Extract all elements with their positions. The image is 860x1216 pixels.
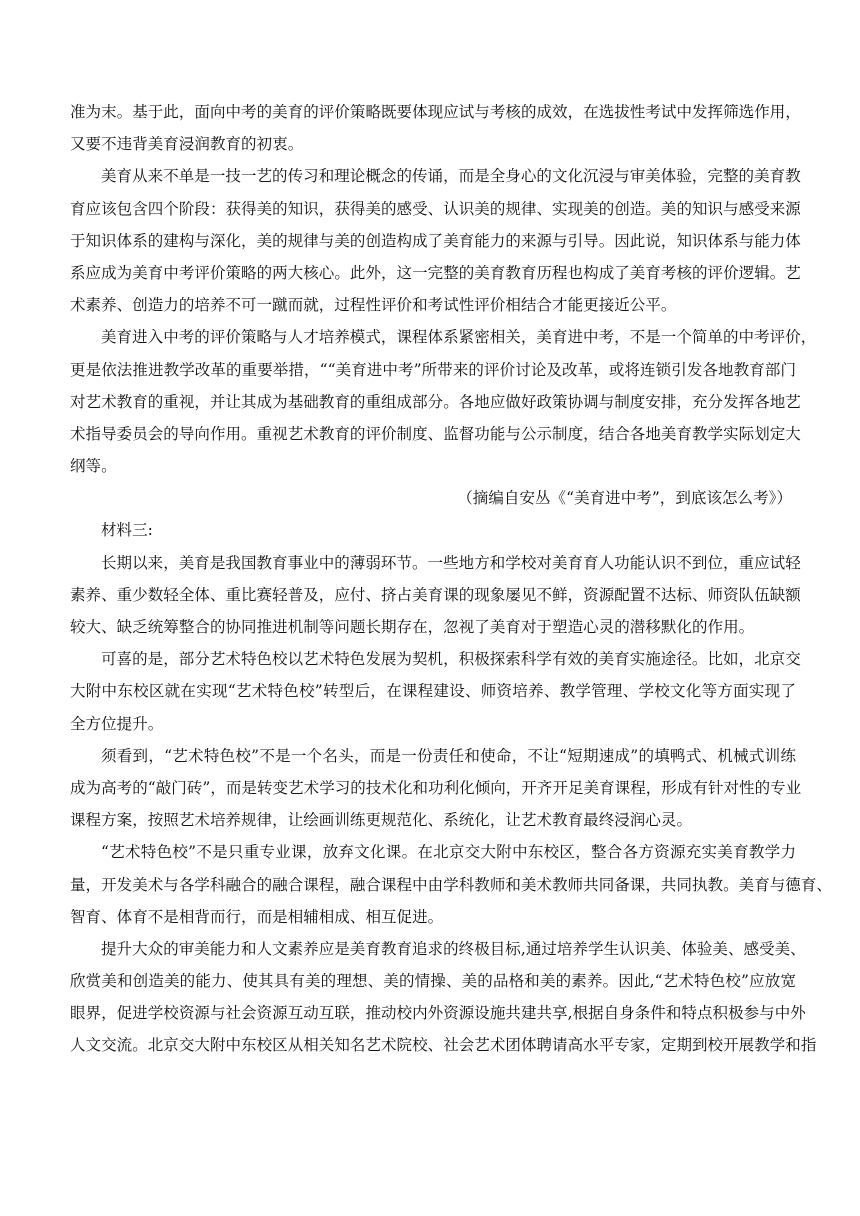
- text-line: 较大、缺乏统筹整合的协同推进机制等问题长期存在，忽视了美育对于塑造心灵的潜移默化的作用。: [70, 618, 755, 636]
- text-line: 更是依法推进教学改革的重要举措，““美育进中考”所带来的评价讨论及改革，或将连锁引发各地教育部门: [70, 360, 796, 379]
- text-line: 于知识体系的建构与深化，美的规律与美的创造构成了美育能力的来源与引导。因此说，知识体系与能力体: [70, 231, 801, 250]
- paragraph-first-line: 长期以来，美育是我国教育事业中的薄弱环节。一些地方和学校对美育育人功能认识不到位，重应试轻: [101, 553, 801, 572]
- text-line: 纲等。: [70, 457, 117, 476]
- section-heading: 材料三:: [101, 521, 153, 540]
- text-line: 术指导委员会的导向作用。重视艺术教育的评价制度、监督功能与公示制度，结合各地美育教学实际划定大: [70, 424, 801, 443]
- text-line: 人文交流。北京交大附中东校区从相关知名艺术院校、社会艺术团体聘请高水平专家，定期到校开展教学和指: [70, 1036, 817, 1055]
- text-line: 眼界，促进学校资源与社会资源互动互联，推动校内外资源设施共建共享,根据自身条件和特点积极参与中外: [70, 1004, 806, 1023]
- document-page: [70, 96, 832, 1062]
- text-line: 术素养、创造力的培养不可一蹴而就，过程性评价和考试性评价相结合才能更接近公平。: [70, 296, 677, 315]
- paragraph-first-line: “艺术特色校”不是只重专业课，放弃文化课。在北京交大附中东校区，整合各方资源充实美育教学力: [101, 843, 796, 862]
- text-line: 系应成为美育中考评价策略的两大核心。此外，这一完整的美育教育历程也构成了美育考核的评价逻辑。艺: [70, 263, 801, 282]
- paragraph-first-line: 须看到，“艺术特色校”不是一个名头，而是一份责任和使命，不让“短期速成”的填鸭式、机械式训练: [101, 746, 796, 765]
- source-citation: （摘编自安丛《“美育进中考”，到底该怎么考》）: [457, 489, 792, 508]
- text-line: 对艺术教育的重视，并让其成为基础教育的重组成部分。各地应做好政策协调与制度安排，充分发挥各地艺: [70, 392, 801, 411]
- paragraph-first-line: 可喜的是，部分艺术特色校以艺术特色发展为契机，积极探索科学有效的美育实施途径。比如，北京交: [101, 650, 801, 669]
- text-line: 量，开发美术与各学科融合的融合课程，融合课程中由学科教师和美术教师共同备课，共同执教。美育与德育、: [70, 875, 832, 894]
- paragraph-first-line: 美育从来不单是一技一艺的传习和理论概念的传诵，而是全身心的文化沉浸与审美体验，完整的美育教: [101, 167, 801, 186]
- text-line: 课程方案，按照艺术培养规律，让绘画训练更规范化、系统化，让艺术教育最终浸润心灵。: [70, 811, 693, 830]
- text-line: 素养、重少数轻全体、重比赛轻普及，应付、挤占美育课的现象屡见不鲜，资源配置不达标、师资队伍缺额: [70, 585, 801, 604]
- text-line: 又要不违背美育浸润教育的初衷。: [70, 135, 304, 154]
- text-line: 欣赏美和创造美的能力、使其具有美的理想、美的情操、美的品格和美的素养。因此,“艺术特色校”应放宽: [70, 972, 796, 991]
- text-line: 育应该包含四个阶段：获得美的知识，获得美的感受、认识美的规律、实现美的创造。美的知识与感受来源: [70, 199, 801, 218]
- text-line: 智育、体育不是相背而行，而是相辅相成、相互促进。: [70, 907, 444, 926]
- text-line: 大附中东校区就在实现“艺术特色校”转型后，在课程建设、师资培养、教学管理、学校文化等方面实现了: [70, 682, 796, 701]
- text-line: 成为高考的“敲门砖”，而是转变艺术学习的技术化和功利化倾向，开齐开足美育课程，形成有针对性的专业: [70, 778, 802, 797]
- text-line: 准为末。基于此，面向中考的美育的评价策略既要体现应试与考核的成效，在选拔性考试中发挥筛选作用，: [70, 103, 801, 121]
- text-line: 全方位提升。: [70, 714, 164, 733]
- paragraph-first-line: 美育进入中考的评价策略与人才培养模式，课程体系紧密相关，美育进中考，不是一个简单的中考评价，: [101, 328, 817, 347]
- paragraph-first-line: 提升大众的审美能力和人文素养应是美育教育追求的终极目标,通过培养学生认识美、体验美、感受美、: [101, 939, 806, 958]
